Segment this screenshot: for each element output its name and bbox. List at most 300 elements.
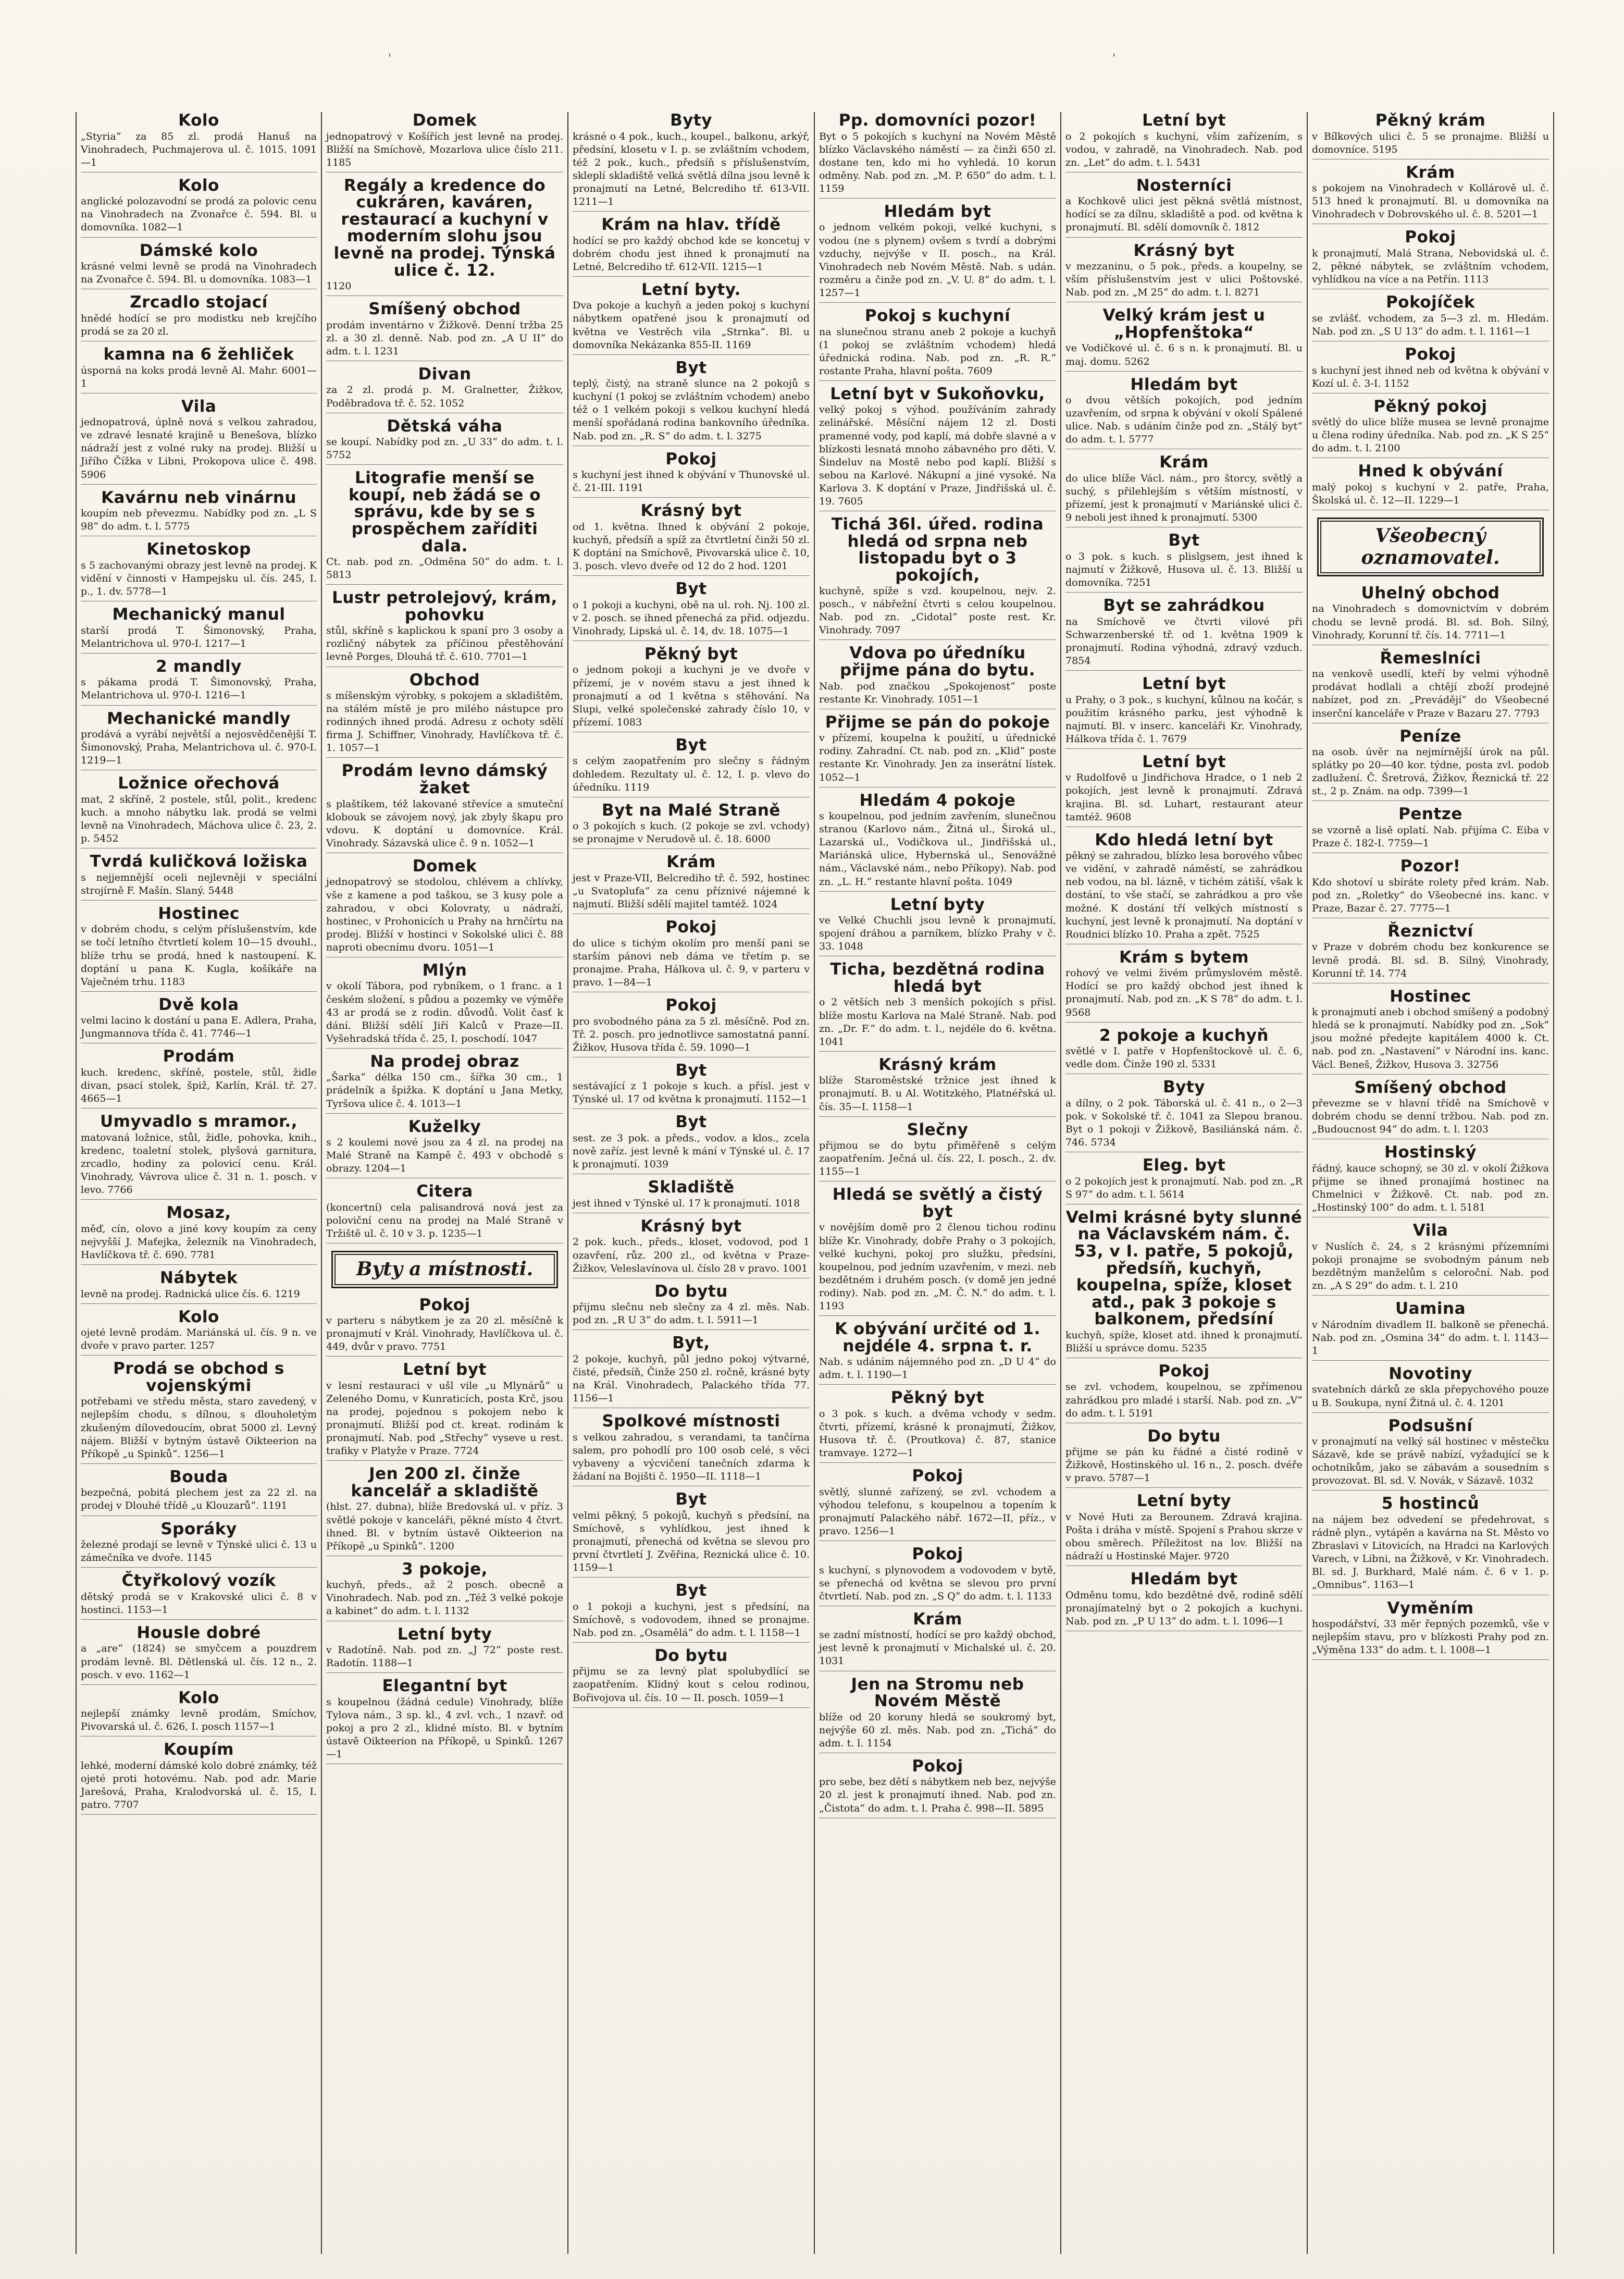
classified-ad xyxy=(573,854,810,914)
ad-heading: Jen na Stromu neb Novém Městě xyxy=(851,1674,1024,1711)
ad-body: s kuchyní jest ihned neb od května k obývání v Kozí ul. č. 3-I. 1152 xyxy=(1312,364,1549,389)
ad-body: s plaštíkem, též lakované střevíce a smuteční klobouk se závojem nový, jak zbyly škapu pro vdovu. K doptání u domovníce. Král. Vinohrady. Sázavská ulice č. 9 n. 1052—1 xyxy=(326,798,563,849)
ad-heading: Spolkové místnosti xyxy=(602,1412,780,1431)
classified-ad xyxy=(1312,988,1549,1075)
ad-heading: Divan xyxy=(418,364,472,384)
ad-heading: Tvrdá kuličková ložiska xyxy=(90,852,308,871)
ad-heading: Hledám byt xyxy=(1130,375,1238,394)
classified-ad xyxy=(81,1624,317,1685)
ad-heading: Letní byt xyxy=(403,1360,487,1379)
classified-ad xyxy=(326,1297,563,1357)
classified-ad xyxy=(1065,454,1303,527)
classified-ad xyxy=(81,1048,317,1108)
ad-heading: Byt xyxy=(675,1113,707,1132)
classified-ad xyxy=(1065,1157,1303,1204)
ad-heading: Byt xyxy=(675,580,707,599)
ad-body: na osob. úvěr na nejmírnější úrok na půl. splátky po 20—40 kor. týdne, posta zvl. podob zadlužení. Č. Šretrová, Žižkov, Řeznická tř. 22 st., 2 p. Znám. na odp. 7399—1 xyxy=(1312,746,1549,797)
ad-heading: Krám xyxy=(1159,453,1209,472)
classified-ad xyxy=(1312,229,1549,289)
ad-heading: Peníze xyxy=(1399,726,1461,746)
ad-body: kuch. kredenc, skříně, postele, stůl, židle divan, psací stolek, špiž, Karlín, Král. tř. 27. 4665—1 xyxy=(81,1067,317,1105)
ad-body: s nejjemnější oceli nejlevněji v speciální strojírně F. Mašín. Slaný. 5448 xyxy=(81,871,317,896)
ad-body: sestávající z 1 pokoje s kuch. a přísl. jest v Týnské ul. 17 od května k pronajmutí. 1152—1 xyxy=(573,1080,810,1105)
ad-body: Kdo shotoví u sbíráte rolety před krám. Nab. pod zn. „Roletky“ do Všeobecné ins. kanc. v Praze, Bazar č. 27. 7775—1 xyxy=(1312,876,1549,914)
ad-heading: Pokoj xyxy=(1405,344,1456,364)
classified-ad xyxy=(1312,112,1549,159)
ad-heading: Letní byty. xyxy=(641,280,741,299)
classified-ad xyxy=(326,366,563,413)
ad-heading: Byt xyxy=(675,735,707,755)
ad-heading: Byt na Malé Straně xyxy=(602,800,780,820)
ad-body: u Prahy, o 3 pok., s kuchyní, kůlnou na kočár, s použitím krásného parku, jest výhodně k najmutí. Bl. v inserc. kanceláři Kr. Vinohrady, Hálkova třída č. 1. 7679 xyxy=(1065,694,1303,745)
ad-body: prodám inventárno v Žižkově. Denní tržba 25 zl. a 30 zl. denně. Nab. pod zn. „A U II“ do adm. t. l. 1231 xyxy=(326,319,563,357)
ad-body: blíže od 20 koruny hledá se soukromý byt, nejvýše 60 zl. měs. Nab. pod zn. „Tichá“ do adm. t. l. 1154 xyxy=(819,1711,1056,1749)
classified-ad xyxy=(81,853,317,901)
ad-heading: Uhelný obchod xyxy=(1361,583,1500,602)
ad-heading: Koupím xyxy=(164,1740,234,1759)
ad-body: (koncertní) cela palisandrová nová jest za poloviční cenu na prodej na Malé Straně v Tržiště ul. č. 10 v 3. p. 1235—1 xyxy=(326,1201,563,1240)
classified-ad xyxy=(1065,1493,1303,1566)
ad-heading: Zrcadlo stojací xyxy=(130,293,268,312)
ad-body: pro sebe, bez dětí s nábytkem neb bez, nejvýše 20 zl. jest k pronajmutí ihned. Nab. pod zn. „Čistota“ do adm. t. l. Praha č. 998—II. 5895 xyxy=(819,1776,1056,1814)
ad-heading: Dámské kolo xyxy=(139,241,258,260)
ad-body: a „are“ (1824) se smyčcem a pouzdrem prodám levně. Bl. Dětlenská ul. čís. 12 n., 2. posch. v evo. 1162—1 xyxy=(81,1643,317,1681)
ad-heading: Citera xyxy=(416,1182,473,1201)
classified-ad xyxy=(81,775,317,848)
ad-body: nejlepší známky levně prodám, Smíchov, Pivovarská ul. č. 626, I. posch 1157—1 xyxy=(81,1708,317,1733)
ad-body: velký pokoj s výhod. používáním zahrady zelinářské. Měsíční nájem 12 zl. Dosti pramenné vody, pod kaplí, má dobře slavné a v blízkosti lesnatá mnoho zábavného pro děti. V. Šindeluv na Mostě nebo pod kaplí. Bližší s sebou na Karlové. Nákupní a jiné vysoké. Na Karlova 3. K doptání v Praze, Jindřišská ul. č. 19. 7605 xyxy=(819,404,1056,507)
classified-ad xyxy=(819,1468,1056,1541)
ad-body: kuchyně, spíže s vzd. koupelnou, nejv. 2. posch., v nábřežní čtvrti s celou koupelnou. Nab. pod zn. „Cidotal“ poste rest. Kr. Vinohrady. 7097 xyxy=(819,585,1056,636)
ad-heading: Letní byt xyxy=(1142,752,1226,771)
ad-body: v Rudolfově u Jindřichova Hradce, o 1 neb 2 pokojích, jest levně k pronajmutí. Zdravá krajina. Bl. sd. Luhart, restaurant ateur tamtéž. 9608 xyxy=(1065,772,1303,823)
ad-body: světlé v I. patře v Hopfenštockově ul. č. 6, vedle dom. Činže 190 zl. 5331 xyxy=(1065,1045,1303,1070)
ad-heading: Sporáky xyxy=(160,1519,237,1538)
ad-body: Nab. s udáním nájemného pod zn. „D U 4“ do adm. t. l. 1190—1 xyxy=(819,1356,1056,1381)
ad-body: bezpečná, pobitá plechem jest za 22 zl. na prodej v Dlouhé třídě „u Klouzarů“. 1191 xyxy=(81,1487,317,1512)
ad-heading: 2 pokoje a kuchyň xyxy=(1099,1026,1269,1045)
ad-heading: Přijme se pán do pokoje xyxy=(825,712,1050,732)
ad-heading: Byt xyxy=(675,358,707,377)
classified-ad xyxy=(819,961,1056,1051)
ad-heading: Smíšený obchod xyxy=(1354,1078,1507,1097)
classified-ad xyxy=(326,1678,563,1764)
ad-body: s míšenským výrobky, s pokojem a skladištěm, na stálém místě je pro milého nástupce pro rodinných ihned prodá. Adresu z ochoty sdělí firma J. Schiffner, Vinohrady, Havlíčkova tř. č. 1. 1057—1 xyxy=(326,690,563,754)
classified-ad xyxy=(573,112,810,212)
classified-ad xyxy=(819,1758,1056,1818)
ad-heading: Vdova po úředníku přijme pána do bytu. xyxy=(839,644,1036,680)
ad-body: v mezzaninu, o 5 pok., předs. a koupelny, se vším příslušenstvím jest v ulici Poštovské. Nab. pod zn. „M 25“ do adm. t. l. 8271 xyxy=(1065,261,1303,299)
ad-body: o 2 větších neb 3 menších pokojích s přísl. blíže mostu Karlova na Malé Straně. Nab. pod zn. „Dr. F.“ do adm. t. l., nejdéle do 6. května. 1041 xyxy=(819,996,1056,1048)
ad-body: matovaná ložnice, stůl, židle, pohovka, knih., kredenc, toaletní stolek, plyšová garnitura, zrcadlo, hodiny za polovicí cenu. Král. Vinohrady, Vávrova ulice č. 31 n. 1. posch. v levo. 7766 xyxy=(81,1131,317,1196)
ad-heading: Hledám 4 pokoje xyxy=(859,791,1016,810)
ad-heading: Podsušní xyxy=(1388,1416,1473,1435)
classified-ad xyxy=(81,242,317,290)
classified-ad xyxy=(573,646,810,732)
classified-ad xyxy=(573,360,810,446)
ad-heading: K obývání určité od 1. nejdéle 4. srpna t. r. xyxy=(835,1320,1040,1356)
classified-ad xyxy=(1065,307,1303,371)
ad-body: o dvou větších pokojích, pod jedním uzavřením, od srpna k obývání v okolí Spálené ulice. Nab. s udáním činže pod zn. „Stálý byt“ do adm. t. l. 5777 xyxy=(1065,395,1303,446)
classified-ad xyxy=(573,1335,810,1408)
classified-columns xyxy=(76,112,1555,2254)
ad-heading: Pěkný byt xyxy=(644,644,738,663)
column-5 xyxy=(1061,112,1308,2254)
classified-ad xyxy=(573,737,810,797)
classified-ad xyxy=(819,386,1056,511)
classified-ad xyxy=(1065,675,1303,749)
classified-ad xyxy=(819,307,1056,381)
ad-body: 2 pokoje, kuchyň, půl jedno pokoj výtvarné, čisté, předsíň, Činže 250 zl. ročně, krásné byty na Král. Vinohradech, Palackého třída 77. 1156—1 xyxy=(573,1353,810,1405)
ad-heading: Slečny xyxy=(907,1120,969,1139)
ad-heading: kamna na 6 žehliček xyxy=(103,344,294,364)
ad-heading: Hostinec xyxy=(1390,987,1471,1006)
ad-body: do ulice s tichým okolím pro menší pani se starším pánovi neb dáma ve třetím p. se pronajme. Praha, Hálkova ul. č. 9, v parteru v pravo. 1—84—1 xyxy=(573,937,810,988)
ad-body: jest ihned v Týnské ul. 17 k pronajmutí. 1018 xyxy=(573,1197,800,1209)
ad-heading: Letní byty xyxy=(397,1624,492,1644)
page-mark-left: ' xyxy=(388,52,392,65)
ad-body: teplý, čistý, na straně slunce na 2 pokojů s kuchyní (1 pokoj se zvláštním vchodem) anebo též o 1 velkém pokoji s velkou kuchyní hledá menší spořádaná rodina bankovního úředníka. Nab. pod zn. „R. S“ do adm. t. l. 3275 xyxy=(573,378,810,442)
ad-body: potřebami ve středu města, staro zavedený, v nejlepším chodu, s dílnou, s dlouholetým zkušeným dílovedoucím, obrat 5000 zl. Levný nájem. Bližší v bytným ústavě Oikteerion na Příkopě „u Spinků“. 1256—1 xyxy=(81,1396,317,1460)
classified-ad xyxy=(573,1062,810,1110)
ad-body: krásné o 4 pok., kuch., koupel., balkonu, arkýř, předsíní, klosetu v I. p. se zvláštním vchodem, též 2 pok., kuch., předsíň s příslušenstvím, skleplí skladiště velká světlá dílna jsou levně k pronajmutí na Letné, Belcrediho tř. 613-VII. 1211—1 xyxy=(573,130,810,207)
classified-ad xyxy=(573,919,810,992)
ad-heading: Housle dobré xyxy=(137,1623,261,1642)
ad-heading: Mechanický manul xyxy=(112,605,286,624)
ad-body: světlý, slunné zařízený, se zvl. vchodem a výhodou telefonu, s koupelnou a topením k pronajmutí Palackého nábř. 1672—II, příz., v pravo. 1256—1 xyxy=(819,1486,1056,1537)
classified-ad xyxy=(819,1321,1056,1385)
ad-heading: Prodá se obchod s vojenskými xyxy=(113,1359,284,1395)
classified-ad xyxy=(326,1118,563,1179)
ad-body: Odměnu tomu, kdo bezdětné dvě, rodině sdělí pronajímatelný byt o 2 pokojích a kuchyni. Nab. pod zn. „P U 13“ do adm. t. l. 1096—1 xyxy=(1065,1589,1303,1627)
ad-heading: Kuželky xyxy=(408,1117,481,1136)
ad-heading: Pokoj xyxy=(912,1756,963,1776)
ad-heading: Dětská váha xyxy=(387,416,503,436)
ad-heading: Velmi krásné byty slunné na Václavském nám. č. 53, v I. patře, 5 pokojů, předsíň, kuchyň, koupelna, spíže, kloset atd., pak 3 pokoje s balkonem, předsíní xyxy=(1065,1208,1303,1329)
classified-ad xyxy=(573,1647,810,1708)
section-heading: Všeobecný oznamovatel. xyxy=(1317,518,1544,576)
ad-heading: Prodám xyxy=(163,1047,235,1066)
ad-body: mat, 2 skříně, 2 postele, stůl, polit., kredenc kuch. a mnoho nábytku lak. prodá se velmi levně na Vinohradech, Máchova ulice č. 23, 2. p. 5452 xyxy=(81,793,317,845)
ad-body: v přízemí, koupelna k použití, u úřednické rodiny. Zahradní. Ct. nab. pod zn. „Klid“ poste restante Kr. Vinohrady. Jen za inserátní lístek. 1052—1 xyxy=(819,732,1056,783)
ad-body: v Nuslích č. 24, s 2 krásnými přízemními pokoji pronajme se svobodným pánum neb bezdětným manželům s celoroční. Nab. pod zn. „A S 29“ do adm. t. l. 210 xyxy=(1312,1240,1549,1292)
ad-body: Ct. nab. pod zn. „Odměna 50“ do adm. t. l. 5813 xyxy=(326,556,563,581)
ad-body: jednopatrový se stodolou, chlévem a chlívky, vše z kamene a pod taškou, se 3 kusy pole a zahradou, v obci Kolovraty, u nádraží, hostinec, v Prohonicích u Prahy na hrnčírtu na prodej. Bližší v hostinci v Sokolské ulici č. 88 naproti obecnímu dvoru. 1051—1 xyxy=(326,876,563,953)
ad-heading: Hledám byt xyxy=(1130,1570,1238,1589)
classified-ad xyxy=(819,714,1056,787)
ad-heading: Krám s bytem xyxy=(1119,947,1249,967)
ad-body: o 2 pokojích s kuchyní, vším zařízením, s vodou, v zahradě, na Vinohradech. Nab. pod zn. „Let“ do adm. t. l. 5431 xyxy=(1065,130,1303,168)
classified-ad xyxy=(573,216,810,277)
ad-heading: Kdo hledá letní byt xyxy=(1095,830,1273,849)
classified-ad xyxy=(1312,1222,1549,1296)
ad-body: přijmu se za levný plat spolubydlící se zaopatřením. Klidný kout s celou rodinou, Bořivojova ul. čís. 10 — II. posch. 1059—1 xyxy=(573,1666,810,1704)
ad-heading: Novotiny xyxy=(1389,1364,1472,1383)
ad-body: s pokojem na Vinohradech v Kollárově ul. č. 513 hned k pronajmutí. Bl. u domovníka na Vinohradech v Dobrovského ul. č. 8. 5201—1 xyxy=(1312,182,1549,220)
classified-ad xyxy=(1312,806,1549,853)
ad-body: a Kochkově ulici jest pěkná světlá místnost, hodící se za dílnu, skladiště a pod. od května k pronajmutí. Bl. sdělí domovník č. 1812 xyxy=(1065,195,1303,233)
ad-body: s velkou zahradou, s verandami, ta tančírna salem, pro pohodlí pro 100 osob celé, s věci vybaveny a výcvičení tanečních zdarma k žádaní na Bojišti č. 1950—II. 1118—1 xyxy=(573,1431,810,1483)
ad-body: dětský prodá se v Krakovské ulici č. 8 v hostinci. 1153—1 xyxy=(81,1591,317,1616)
classified-ad xyxy=(1312,923,1549,983)
classified-ad xyxy=(1065,242,1303,303)
ad-body: o 3 pok. s kuch. a dvěma vchody v sedm. čtvrti, přízemí, krásné k pronajmutí, Žižkov, Husova tř. č. (Proutkova) č. 87, stanice tramvaye. 1272—1 xyxy=(819,1408,1056,1459)
ad-heading: Uamina xyxy=(1395,1299,1466,1319)
ad-body: sest. ze 3 pok. a předs., vodov. a klos., zcela nově zaříz. jest levně k mání v Týnské ul. č. 17 k pronajmutí. 1039 xyxy=(573,1132,810,1171)
ad-heading: Kavárnu neb vinárnu xyxy=(101,488,297,507)
classified-ad xyxy=(1065,532,1303,593)
ad-body: se zvl. vchodem, koupelnou, se zpřímenou zahrádkou pro mladé i starší. Nab. pod zn. „V“ do adm. t. l. 5191 xyxy=(1065,1381,1303,1419)
classified-ad xyxy=(819,645,1056,709)
ad-body: levně na prodej. Radnická ulice čís. 6. 1219 xyxy=(81,1288,300,1300)
ad-body: se zadní místností, hodící se pro každý obchod, jest levně k pronajmutí v Michalské ul. č. 20. 1031 xyxy=(819,1629,1056,1667)
ad-body: řádný, kauce schopný, se 30 zl. v okolí Žižkova přijme se ihned pronajímá hostinec na Chmelnici v Žižkově. Ct. nab. pod zn. „Hostinský 100“ do adm. t. l. 5181 xyxy=(1312,1162,1549,1214)
ad-heading: Krám na hlav. třídě xyxy=(601,215,781,235)
classified-ad xyxy=(573,1218,810,1278)
ad-heading: Umyvadlo s mramor., xyxy=(100,1112,297,1131)
classified-ad xyxy=(81,1741,317,1815)
classified-ad xyxy=(326,762,563,853)
classified-ad xyxy=(573,1491,810,1578)
ad-body: s koupelnou, pod jedním zavřením, slunečnou stranou (Karlovo nám., Žitná ul., Široká ul., Lazarská ul., Vodičkova ul., Jindřišská ul., Mariánská ulice, Hybernská ul., Senovážné nám., Václavské nám., nebo Příkopy). Nab. pod zn. „L. H.“ restante hlavní pošta. 1049 xyxy=(819,810,1056,888)
ad-heading: Domek xyxy=(412,856,477,876)
ad-body: jest v Praze-VII, Belcrediho tř. č. 592, hostinec „u Svatoplufa“ za cenu příznivé nájemné k najmutí. Bližší sdělí majitel tamtéž. 1024 xyxy=(573,872,810,910)
classified-ad xyxy=(81,1113,317,1200)
classified-ad xyxy=(326,1465,563,1556)
ad-body: za 2 zl. prodá p. M. Gralnetter, Žižkov, Poděbradova tř. č. 52. 1052 xyxy=(326,384,563,409)
ad-heading: Řeznictví xyxy=(1387,921,1473,941)
ad-heading: Ložnice ořechová xyxy=(118,774,280,793)
ad-body: a dílny, o 2 pok. Táborská ul. č. 41 n., o 2—3 pok. v Sokolské tř. č. 1041 za Slepou branou. Byt o 1 pokoji v Žižkově, Basiliánská nám. č. 746. 5734 xyxy=(1065,1097,1303,1149)
ad-body: svatebních dárků ze skla přepychového pouze u B. Soukupa, nyní Žitná ul. č. 4. 1201 xyxy=(1312,1384,1549,1409)
classified-ad xyxy=(1312,346,1549,393)
ad-body: od 1. května. Ihned k obývání 2 pokoje, kuchyň, předsíň a spíž za čtvrtletní činži 50 zl. K doptání na Smíchově, Pivovarská ulice č. 10, 3. posch. vlevo dveře od 12 do 2 hod. 1201 xyxy=(573,521,810,572)
classified-ad xyxy=(573,1582,810,1643)
ad-heading: Pokoj xyxy=(665,449,717,469)
ad-body: ve Velké Chuchli jsou levně k pronajmutí, spojení dráhou a parníkem, blízko Prahy v č. 33. 1048 xyxy=(819,915,1056,953)
ad-heading: Pokoj xyxy=(665,996,717,1015)
ad-heading: Hostinec xyxy=(158,904,240,923)
column-6 xyxy=(1308,112,1554,2254)
ad-body: se vzorně a lisě oplatí. Nab. přijíma C. Eiba v Praze č. 182-I. 7759—1 xyxy=(1312,824,1549,849)
ad-body: Byt o 5 pokojích s kuchyní na Novém Městě blízko Václavského náměstí — za činži 650 zl. dostane ten, kdo mi ho vyhledá. 10 korun odměny. Nab. pod zn. „M. P. 650“ do adm. t. l. 1159 xyxy=(819,130,1056,194)
classified-ad xyxy=(1312,1365,1549,1413)
classified-ad xyxy=(326,962,563,1049)
ad-body: „Styria“ za 85 zl. prodá Hanuš na Vinohradech, Puchmajerova ul. č. 1015. 1091—1 xyxy=(81,130,317,168)
ad-heading: Vila xyxy=(1412,1221,1448,1240)
classified-ad xyxy=(81,1521,317,1568)
ad-heading: Byty xyxy=(1163,1078,1205,1097)
ad-body: blíže Staroměstské tržnice jest ihned k pronajmutí. B. u Al. Wotitzkého, Platnéřská ul. čís. 35—I. 1158—1 xyxy=(819,1075,1056,1113)
ad-heading: Byt xyxy=(675,1061,707,1080)
classified-ad xyxy=(819,1122,1056,1182)
ad-body: (hlst. 27. dubna), blíže Bredovská ul. v příz. 3 světlé pokoje v kanceláři, pěkné místo 4 čtvrt. ihned. Bl. v bytním ústavě Oikteerion na Příkopě „u Spinků“. 1200 xyxy=(326,1501,563,1552)
classified-ad xyxy=(81,398,317,485)
ad-body: velmi lacino k dostání u pana E. Adlera, Praha, Jungmannova třída č. 41. 7746—1 xyxy=(81,1015,317,1040)
ad-heading: Kolo xyxy=(178,1688,219,1707)
classified-ad xyxy=(81,489,317,537)
ad-body: Nab. pod značkou „Spokojenost“ poste restante Kr. Vinohrady. 1051—1 xyxy=(819,680,1056,705)
ad-body: hnědé hodící se pro modistku neb krejčího prodá se za 20 zl. xyxy=(81,312,317,337)
ad-heading: Jen 200 zl. činže kancelář a skladiště xyxy=(351,1464,539,1500)
ad-body: hospodářství, 33 měr řepných pozemků, vše v nejlepším stavu, pro v blízkosti Prahy pod zn. „Výměna 133“ do adm. t. l. 1008—1 xyxy=(1312,1618,1549,1656)
ad-body: o 2 pokojích jest k pronajmutí. Nab. pod zn. „R S 97“ do adm. t. l. 5614 xyxy=(1065,1175,1303,1200)
classified-ad xyxy=(573,451,810,498)
ad-body: v parteru s nábytkem je za 20 zl. měsíčně k pronajmutí v Král. Vinohrady, Havlíčkova ul. č. 449, dvůr v pravo. 7751 xyxy=(326,1315,563,1353)
classified-ad xyxy=(819,112,1056,199)
ad-heading: Pěkný byt xyxy=(890,1388,985,1408)
ad-heading: Bouda xyxy=(169,1467,228,1486)
ad-body: malý pokoj s kuchyní v 2. patře, Praha, Školská ul. č. 12—II. 1229—1 xyxy=(1312,482,1549,507)
ad-body: koupím neb převezmu. Nabídky pod zn. „L S 98“ do adm. t. l. 5775 xyxy=(81,508,317,533)
classified-ad xyxy=(326,1183,563,1243)
ad-heading: Letní byt xyxy=(1142,674,1226,693)
ad-heading: Pěkný pokoj xyxy=(1373,397,1487,416)
classified-ad xyxy=(1312,294,1549,341)
ad-heading: Pokojíček xyxy=(1386,293,1475,312)
classified-ad xyxy=(819,1611,1056,1671)
ad-body: k pronajmutí aneb i obchod smíšený a podobný hledá se k pronajmutí. Nabídky pod zn. „Sok“ jsou možné předejte kapitálem 4000 k. Ct. nab. pod zn. „Nastavení“ v Národní ins. kanc. Václ. Beneš, Žižkov, Husova 3. 32756 xyxy=(1312,1006,1549,1070)
ad-heading: Letní byty xyxy=(890,895,985,914)
classified-ad xyxy=(573,281,810,355)
ad-heading: Elegantní byt xyxy=(382,1677,507,1696)
ad-body: na slunečnou stranu aneb 2 pokoje a kuchyň (1 pokoj se zvláštním vchodem) hledá úřednická rodina. Nab. pod zn. „R. R.“ rostante Praha, hlavní pošta. 7609 xyxy=(819,326,1056,377)
classified-ad xyxy=(81,1204,317,1265)
ad-body: ojeté levně prodám. Mariánská ul. čís. 9 n. ve dvoře v pravo parter. 1257 xyxy=(81,1327,317,1352)
ad-heading: Krám xyxy=(666,853,716,872)
ad-heading: Hledá se světlý a čistý byt xyxy=(832,1185,1043,1221)
ad-heading: Byt xyxy=(675,1581,707,1600)
classified-ad xyxy=(1312,164,1549,225)
ad-heading: Mlýn xyxy=(422,960,467,980)
ad-heading: Nosterníci xyxy=(1136,176,1232,195)
ad-body: v pronajmutí na velký sál hostinec v městečku Sázavě, kde se právě nabízí, vyžadující se k ochotníkům, jako se zábavám a sousedním s provozovat. Bl. sd. V. Novák, v Sázavě. 1032 xyxy=(1312,1436,1549,1487)
ad-body: v lesní restauraci v ušl vile „u Mlynárů“ u Zeleného Domu, v Kunraticích, posta Krč, jsou na prodej, pojednou s pokojem nebo k pronajmutí. Bližší pod ct. kreat. rodinám k pronajmutí. Nab. pod „Střechy“ vyseve u rest. trafiky v Platyže v Praze. 7724 xyxy=(326,1379,563,1457)
classified-ad xyxy=(1312,858,1549,918)
classified-ad xyxy=(81,346,317,393)
ad-heading: Krásný krám xyxy=(878,1055,997,1074)
ad-heading: Kolo xyxy=(178,112,219,130)
classified-ad xyxy=(326,672,563,758)
ad-body: kuchyň, předs., až 2 posch. obecně a Vinohradech. Nab. pod zn. „Též 3 velké pokoje a kabinet“ do adm. t. l. 1132 xyxy=(326,1579,563,1617)
ad-heading: Regály a kredence do cukráren, kaváren, restaurací a kuchyní v moderním slohu jsou levně na prodej. Týnská ulice č. 12. xyxy=(333,176,556,280)
ad-heading: Lustr petrolejový, krám, pohovku xyxy=(332,588,557,624)
ad-heading: Do bytu xyxy=(1147,1426,1221,1446)
ad-body: v Radotíně. Nab. pod zn. „J 72“ poste rest. Radotín. 1188—1 xyxy=(326,1644,563,1669)
classified-ad xyxy=(1065,597,1303,671)
ad-heading: Pokoj s kuchyní xyxy=(864,306,1011,325)
classified-ad xyxy=(819,1676,1056,1753)
classified-ad xyxy=(819,1389,1056,1463)
ad-heading: Pokoj xyxy=(912,1467,963,1486)
ad-heading: Kolo xyxy=(178,176,219,195)
ad-heading: Krám xyxy=(1406,163,1455,182)
ad-heading: Do bytu xyxy=(654,1646,728,1665)
ad-heading: Hostinský xyxy=(1384,1143,1477,1162)
ad-body: „Šarka“ délka 150 cm., šířka 30 cm., 1 prádelník a špižka. K doptání u Jana Metky, Tyršova ulice č. 4. 1013—1 xyxy=(326,1071,563,1110)
ad-body: s 5 zachovanými obrazy jest levně na prodej. K vidění v činnosti v Hampejsku ul. čís. 245, I. p., 1. dv. 5778—1 xyxy=(81,559,317,598)
ad-body: v Národním divadlem II. balkoně se přenechá. Nab. pod zn. „Osmina 34“ do adm. t. l. 1143—1 xyxy=(1312,1319,1549,1357)
ad-body: převezme se v hlavní třídě na Smíchově v dobrém chodu se denní tržbou. Nab. pod zn. „Budoucnost 94“ do adm. t. l. 1203 xyxy=(1312,1098,1549,1136)
ad-heading: Pokoj xyxy=(1405,228,1456,247)
ad-body: o 1 pokoji a kuchyni, jest s předsíní, na Smíchově, s vodovodem, ihned se pronajme. Nab. pod zn. „Osamělá“ do adm. t. l. 1158—1 xyxy=(573,1600,810,1639)
ad-heading: Krásný byt xyxy=(1133,241,1235,260)
classified-ad xyxy=(1065,832,1303,944)
classified-ad xyxy=(573,1114,810,1174)
classified-ad xyxy=(1065,112,1303,173)
ad-body: stůl, skříně s kaplickou k spaní pro 3 osoby a rozličný nábytek za příčinou přestěhování levně Porges, Dlouhá tř. č. 610. 7701—1 xyxy=(326,625,563,663)
classified-ad xyxy=(326,418,563,465)
ad-body: na Smíchově ve čtvrti vilové při Schwarzenberské tř. od 1. května 1909 k pronajmutí. Rodina výhodná, zdravý vzduch. 7854 xyxy=(1065,615,1303,667)
ad-body: 2 pok. kuch., předs., kloset, vodovod, pod 1 ozavření, růz. 200 zl., od května v Praze-Žižkov, Veleslavínova ul. číslo 28 v pravo. 1001 xyxy=(573,1236,810,1274)
ad-body: 1120 xyxy=(326,280,352,292)
ad-body: s 2 koulemi nové jsou za 4 zl. na prodej na Malé Straně na Kampě č. 493 v obchodě s obrazy. 1204—1 xyxy=(326,1137,563,1175)
classified-ad xyxy=(573,997,810,1057)
classified-ad xyxy=(326,112,563,173)
ad-body: starší prodá T. Šimonovský, Praha, Melantrichova ul. 970-I. 1217—1 xyxy=(81,624,317,649)
ad-body: k pronajmutí, Malá Strana, Nebovidská ul. č. 2, pěkné nábytek, se zvláštním vchodem, vyhlídkou na více a na Petřín. 1113 xyxy=(1312,248,1549,286)
ad-body: s kuchyní jest ihned k obývání v Thunovské ul. č. 21-III. 1191 xyxy=(573,469,810,494)
ad-body: přijmou se do bytu přiměřeně s celým zaopatřením. Ječná ul. čís. 22, I. posch., 2. dv. 1155—1 xyxy=(819,1140,1056,1178)
ad-body: s celým zaopatřením pro slečny s řádným dohledem. Rezultaty ul. č. 12, I. p. vlevo do úředníku. 1119 xyxy=(573,755,810,793)
ad-heading: Byt xyxy=(675,1490,707,1509)
ad-heading: Prodám levno dámský žaket xyxy=(341,761,548,798)
classified-ad xyxy=(81,996,317,1044)
classified-ad xyxy=(326,301,563,361)
classified-ad xyxy=(819,896,1056,957)
column-1 xyxy=(76,112,322,2254)
classified-ad xyxy=(1065,1363,1303,1423)
ad-heading: 2 mandly xyxy=(156,657,242,676)
classified-ad xyxy=(1065,376,1303,450)
ad-body: ve Vodičkové ul. č. 6 s n. k pronajmutí. Bl. u maj. domu. 5262 xyxy=(1065,342,1303,367)
ad-heading: Pokoj xyxy=(419,1295,470,1314)
classified-ad xyxy=(1065,1209,1303,1358)
classified-ad xyxy=(573,502,810,576)
ad-heading: Byt xyxy=(1168,531,1200,550)
classified-ad xyxy=(1312,1144,1549,1217)
classified-ad xyxy=(573,1179,810,1213)
ad-body: s kuchyní, s plynovodem a vodovodem v bytě, se přenechá od května se slevou pro první čtvrtletí. Nab. pod zn. „S Q“ do adm. t. l. 1133 xyxy=(819,1564,1056,1602)
ad-body: železné prodají se levně v Týnské ulici č. 13 u zámečníka ve dvoře. 1145 xyxy=(81,1539,317,1564)
column-4 xyxy=(815,112,1061,2254)
classified-ad xyxy=(81,112,317,173)
classified-ad xyxy=(819,792,1056,892)
classified-ad xyxy=(326,1361,563,1461)
ad-body: rohový ve velmi živém průmyslovém městě. Hodící se pro každý obchod jest ihned k pronajmutí. Nab. pod zn. „K S 78“ do adm. t. l. 9568 xyxy=(1065,967,1303,1018)
classified-ad xyxy=(81,1469,317,1516)
classified-ad xyxy=(573,581,810,641)
ad-heading: Vila xyxy=(181,397,217,416)
ad-body: přijmu slečnu neb slečny za 4 zl. měs. Nab. pod zn. „R U 3“ do adm. t. l. 5911—1 xyxy=(573,1301,810,1326)
classified-ad xyxy=(1312,463,1549,510)
page-mark-right: ' xyxy=(1112,52,1116,65)
ad-body: měď, cín, olovo a jiné kovy koupím za ceny nejvyšší J. Maťejka, železník na Vinohradech, Havlíčkova tř. č. 690. 7781 xyxy=(81,1223,317,1261)
ad-heading: Tichá 36l. úřed. rodina hledá od srpna neb listopadu byt o 3 pokojích, xyxy=(831,514,1044,585)
ad-body: lehké, moderní dámské kolo dobré známky, též ojeté proti hotovému. Nab. pod adr. Marie Jarešová, Praha, Kralodvorská ul. č. 15, I. patro. 7707 xyxy=(81,1759,317,1811)
ad-body: hodící se pro každý obchod kde se koncetuj v dobrém chodu jest ihned k pronajmutí na Letné, Belcrediho tř. 612-VII. 1215—1 xyxy=(573,235,810,273)
ad-heading: Byt, xyxy=(672,1334,710,1353)
ad-heading: 3 pokoje, xyxy=(402,1559,488,1579)
column-3 xyxy=(568,112,815,2254)
ad-heading: Letní byty xyxy=(1136,1492,1232,1511)
ad-body: na Vinohradech s domovnictvím v dobrém chodu se levně prodá. Bl. sd. Boh. Silný, Vinohrady, Korunní tř. čís. 14. 7711—1 xyxy=(1312,603,1549,641)
ad-body: o 3 pok. s kuch. s plislgsem, jest ihned k najmutí v Žižkově, Husova ul. č. 13. Bližší u domovníka. 7251 xyxy=(1065,550,1303,589)
ad-heading: Kinetoskop xyxy=(146,540,251,559)
classified-ad xyxy=(326,177,563,296)
classified-ad xyxy=(1065,754,1303,827)
ad-heading: Nábytek xyxy=(159,1268,238,1287)
